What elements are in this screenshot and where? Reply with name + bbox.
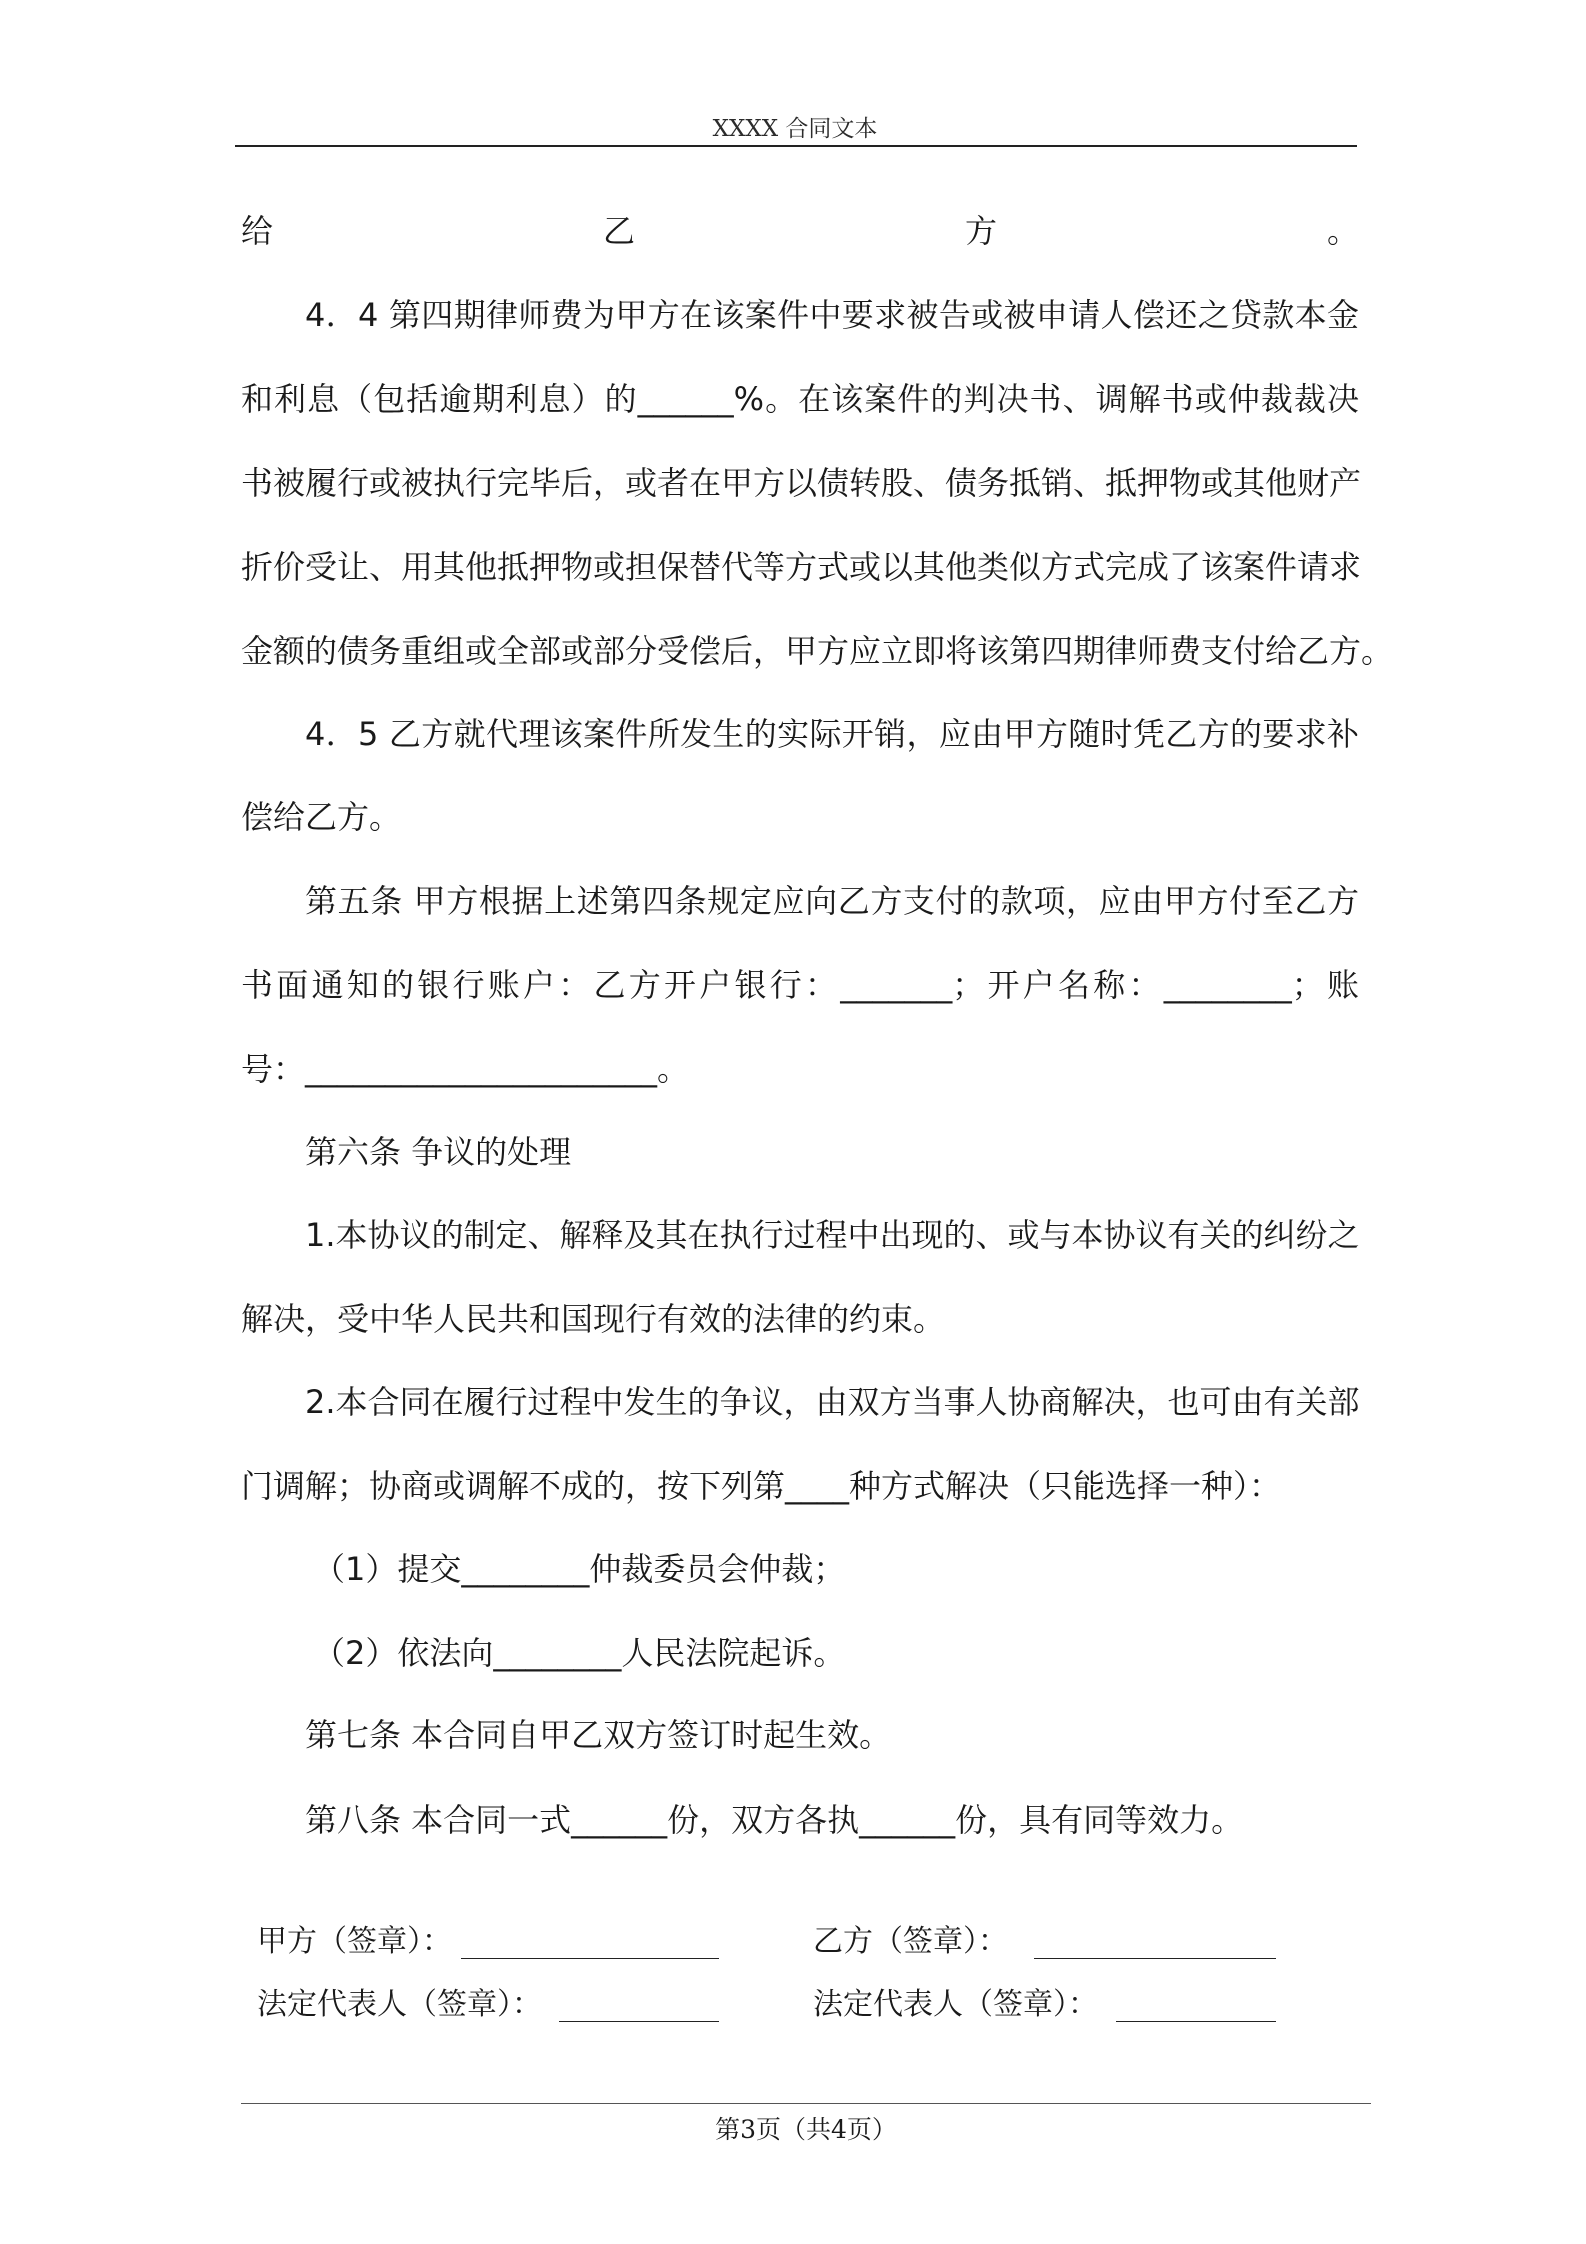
text-line-9: 第五条 甲方根据上述第四条规定应向乙方支付的款项，应由甲方付至乙方 [305, 882, 1359, 920]
text-line-11: 号：______________________。 [241, 1050, 690, 1088]
option-2: （2）依法向________人民法院起诉。 [313, 1634, 846, 1672]
party-b-representative-line [1116, 2021, 1276, 2022]
option-1: （1）提交________仲裁委员会仲裁； [313, 1550, 846, 1588]
party-a-representative-label: 法定代表人（签章）： [257, 1987, 542, 2022]
footer-divider [241, 2103, 1371, 2104]
article-7: 第七条 本合同自甲乙双方签订时起生效。 [305, 1716, 892, 1754]
text-line-6: 金额的债务重组或全部或部分受偿后，甲方应立即将该第四期律师费支付给乙方。 [241, 632, 1394, 670]
page-number: 第3页（共4页） [715, 2115, 897, 2144]
article-8: 第八条 本合同一式______份，双方各执______份，具有同等效力。 [305, 1801, 1244, 1839]
party-b-signature-label: 乙方（签章）： [813, 1924, 1008, 1959]
text-line-1: 给乙方。 [241, 212, 1359, 250]
header-divider [235, 145, 1357, 147]
text-line-15: 2.本合同在履行过程中发生的争议，由双方当事人协商解决，也可由有关部 [305, 1383, 1360, 1421]
party-b-representative-label: 法定代表人（签章）： [813, 1987, 1098, 2022]
text-line-2: 4．4 第四期律师费为甲方在该案件中要求被告或被申请人偿还之贷款本金 [305, 296, 1359, 334]
text-line-13: 1.本协议的制定、解释及其在执行过程中出现的、或与本协议有关的纠纷之 [305, 1216, 1360, 1254]
text-line-4: 书被履行或被执行完毕后，或者在甲方以债转股、债务抵销、抵押物或其他财产 [241, 464, 1362, 502]
party-a-signature-label: 甲方（签章）： [257, 1924, 452, 1959]
text-line-10: 书面通知的银行账户：乙方开户银行：_______；开户名称：________；账 [241, 966, 1359, 1004]
party-a-representative-line [559, 2021, 719, 2022]
party-b-signature-line [1034, 1958, 1276, 1959]
text-line-14: 解决，受中华人民共和国现行有效的法律的约束。 [241, 1300, 946, 1338]
text-line-7: 4．5 乙方就代理该案件所发生的实际开销，应由甲方随时凭乙方的要求补 [305, 715, 1359, 753]
article-6-heading: 第六条 争议的处理 [305, 1133, 572, 1171]
document-header-title: XXXX 合同文本 [712, 116, 878, 142]
text-line-8: 偿给乙方。 [241, 798, 402, 836]
text-line-5: 折价受让、用其他抵押物或担保替代等方式或以其他类似方式完成了该案件请求 [241, 548, 1362, 586]
text-line-16: 门调解；协商或调解不成的，按下列第____种方式解决（只能选择一种）： [241, 1467, 1282, 1505]
text-line-3: 和利息（包括逾期利息）的______%。在该案件的判决书、调解书或仲裁裁决 [241, 380, 1359, 418]
party-a-signature-line [461, 1958, 719, 1959]
